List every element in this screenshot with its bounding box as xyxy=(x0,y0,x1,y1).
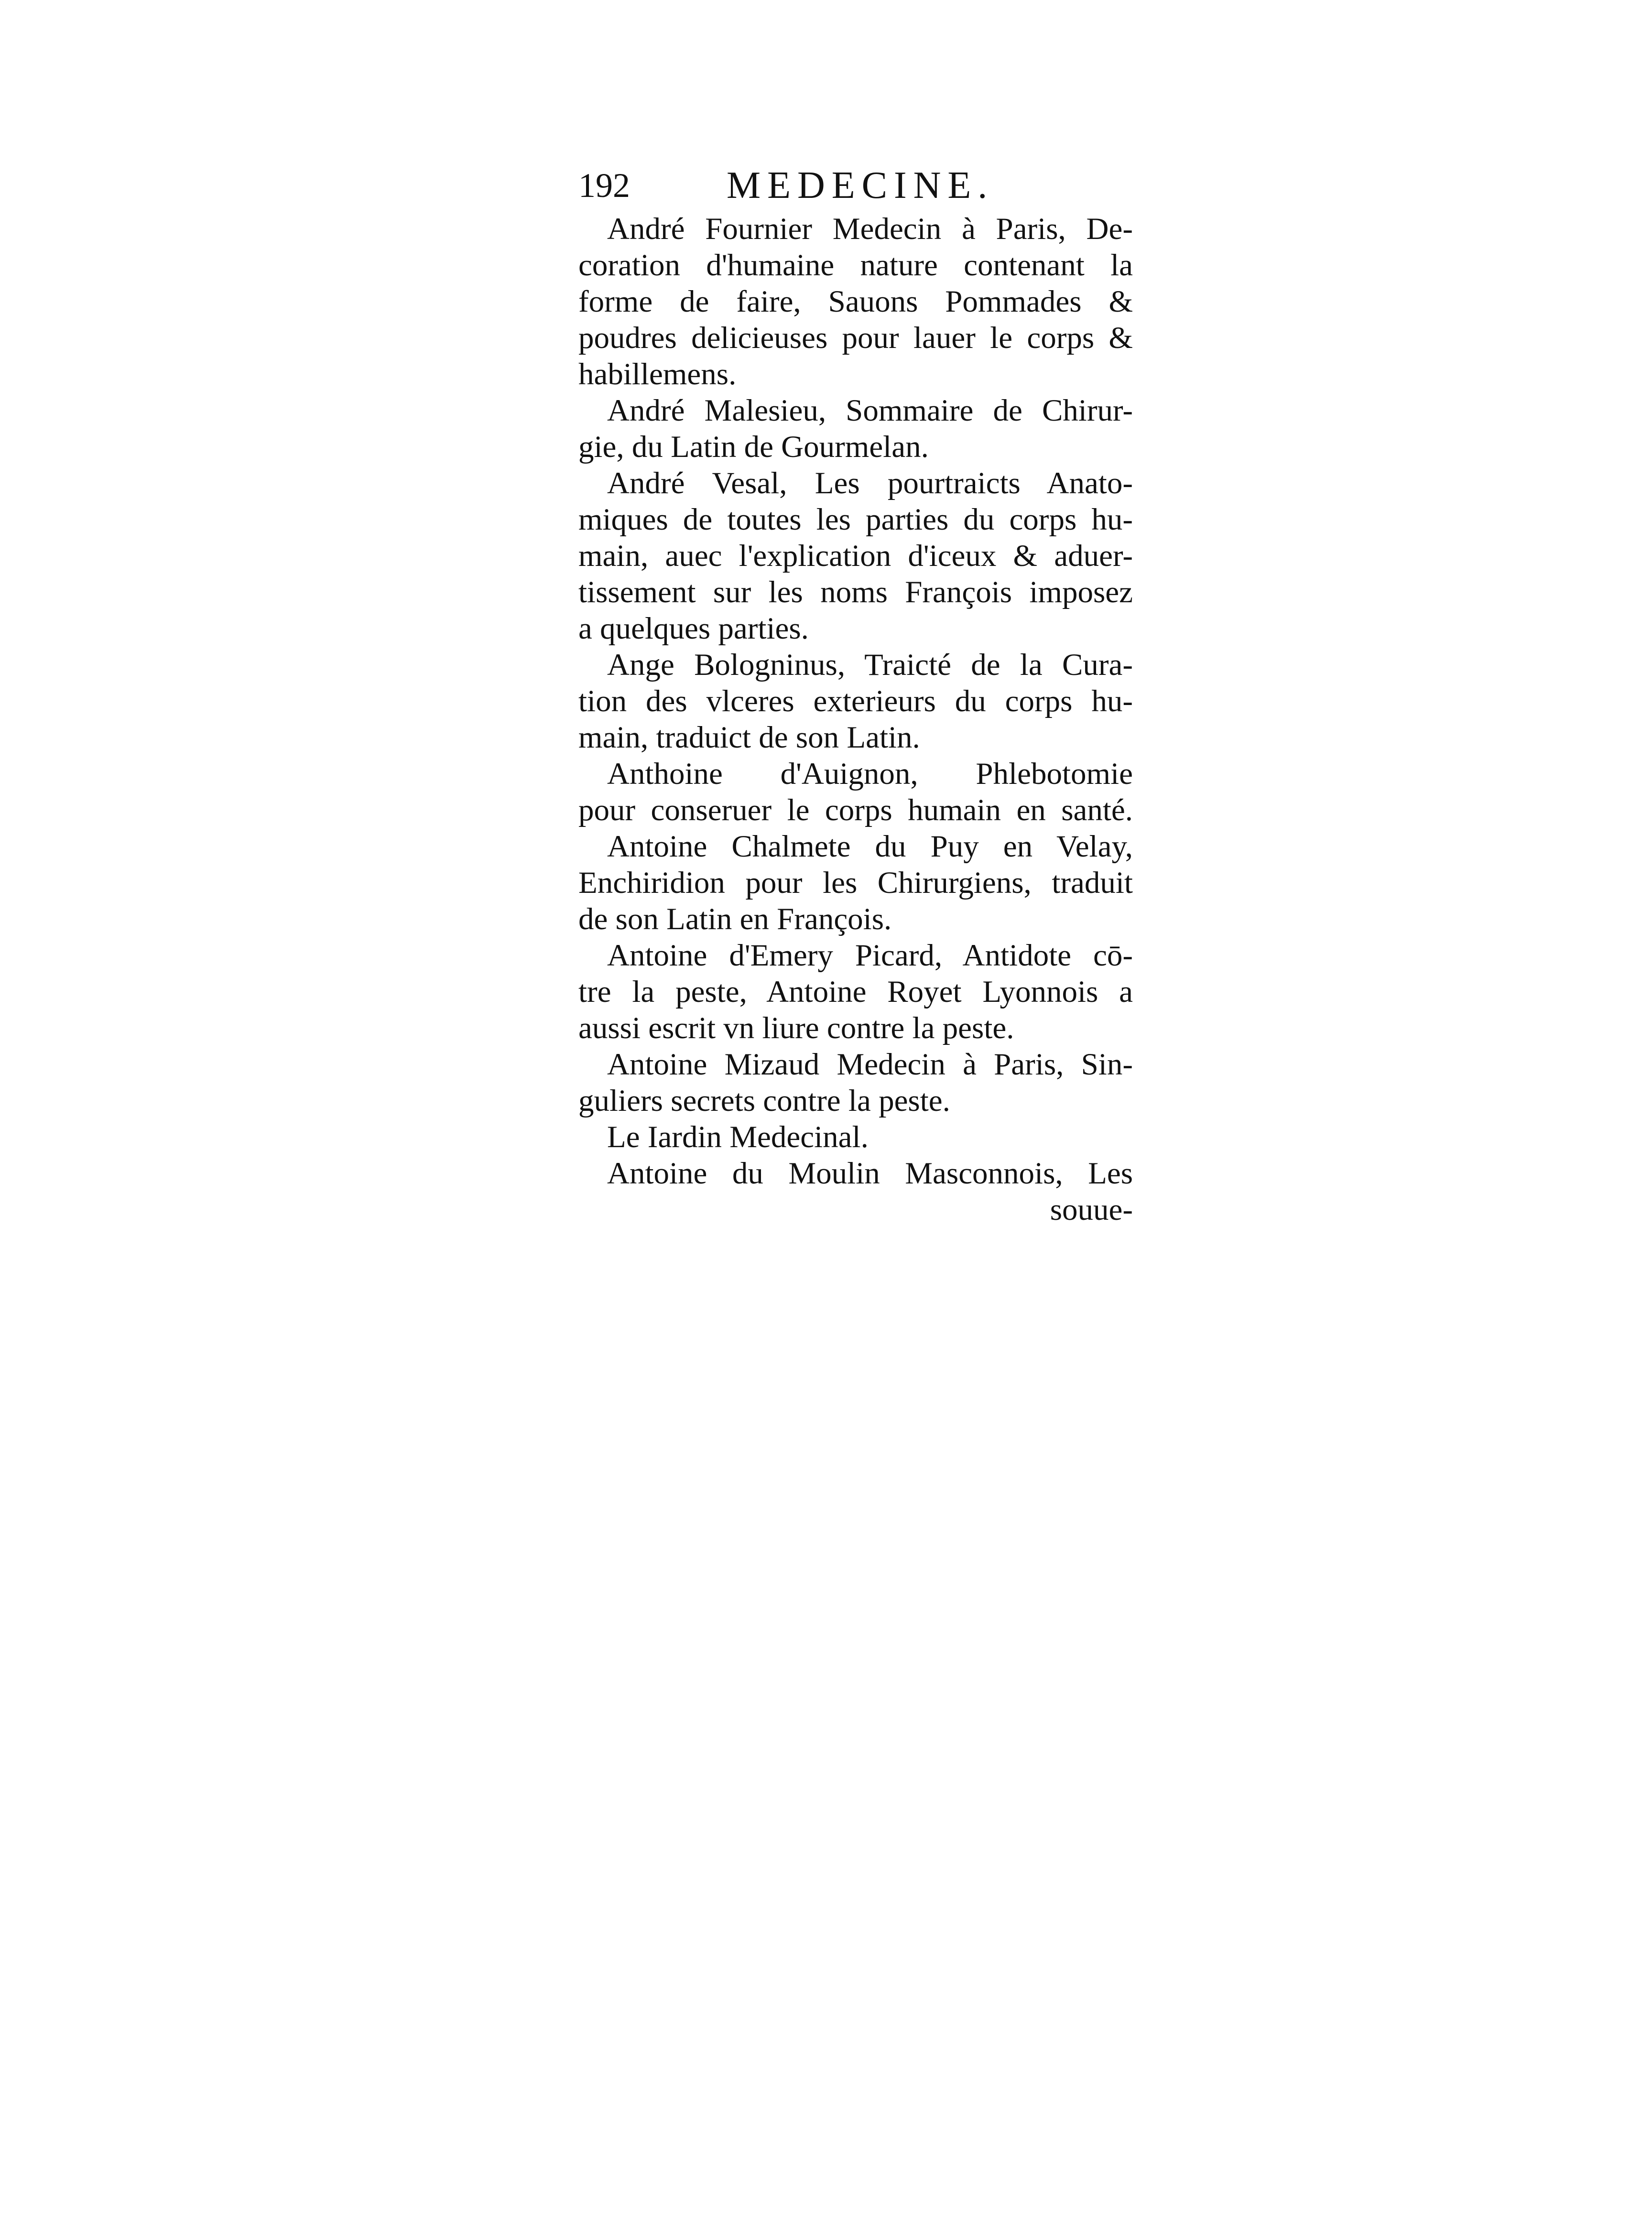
page-number: 192 xyxy=(578,166,630,205)
text-line: forme de faire, Sauons Pommades & xyxy=(578,284,1133,319)
text-line: tion des vlceres exterieurs du corps hu- xyxy=(578,684,1133,718)
text-line: tissement sur les noms François imposez xyxy=(578,575,1133,609)
text-line: aussi escrit vn liure contre la peste. xyxy=(578,1011,1014,1045)
page-header xyxy=(578,160,1133,211)
text-line: de son Latin en François. xyxy=(578,902,892,936)
text-line: coration d'humaine nature contenant la xyxy=(578,248,1133,282)
text-line: Anthoine d'Auignon, Phlebotomie xyxy=(607,757,1133,791)
running-title: MEDECINE. xyxy=(727,164,994,206)
text-line: main, auec l'explication d'iceux & aduer- xyxy=(578,539,1133,573)
text-line: gie, du Latin de Gourmelan. xyxy=(578,430,929,464)
text-line: miques de toutes les parties du corps hu- xyxy=(578,502,1133,537)
text-line: André Fournier Medecin à Paris, De- xyxy=(607,212,1133,246)
text-line: guliers secrets contre la peste. xyxy=(578,1084,950,1118)
text-line: André Malesieu, Sommaire de Chirur- xyxy=(607,393,1133,428)
text-line: a quelques parties. xyxy=(578,611,809,646)
text-line: André Vesal, Les pourtraicts Anato- xyxy=(607,466,1133,500)
text-line: poudres delicieuses pour lauer le corps & xyxy=(578,321,1133,355)
text-line: habillemens. xyxy=(578,357,737,391)
text-line: Enchiridion pour les Chirurgiens, traduit xyxy=(578,866,1133,900)
text-line: Antoine Chalmete du Puy en Velay, xyxy=(607,829,1133,864)
text-line: Le Iardin Medecinal. xyxy=(607,1120,869,1154)
text-line: Antoine Mizaud Medecin à Paris, Sin- xyxy=(607,1047,1133,1082)
text-line: Antoine du Moulin Masconnois, Les xyxy=(607,1156,1133,1191)
catchword: souue- xyxy=(1050,1193,1133,1227)
text-line: tre la peste, Antoine Royet Lyonnois a xyxy=(578,975,1133,1009)
text-line: pour conseruer le corps humain en santé. xyxy=(578,793,1133,827)
text-line: main, traduict de son Latin. xyxy=(578,720,920,755)
text-block xyxy=(578,160,1133,1228)
text-line: Ange Bologninus, Traicté de la Cura- xyxy=(607,648,1133,682)
text-line: Antoine d'Emery Picard, Antidote cō- xyxy=(607,938,1133,973)
